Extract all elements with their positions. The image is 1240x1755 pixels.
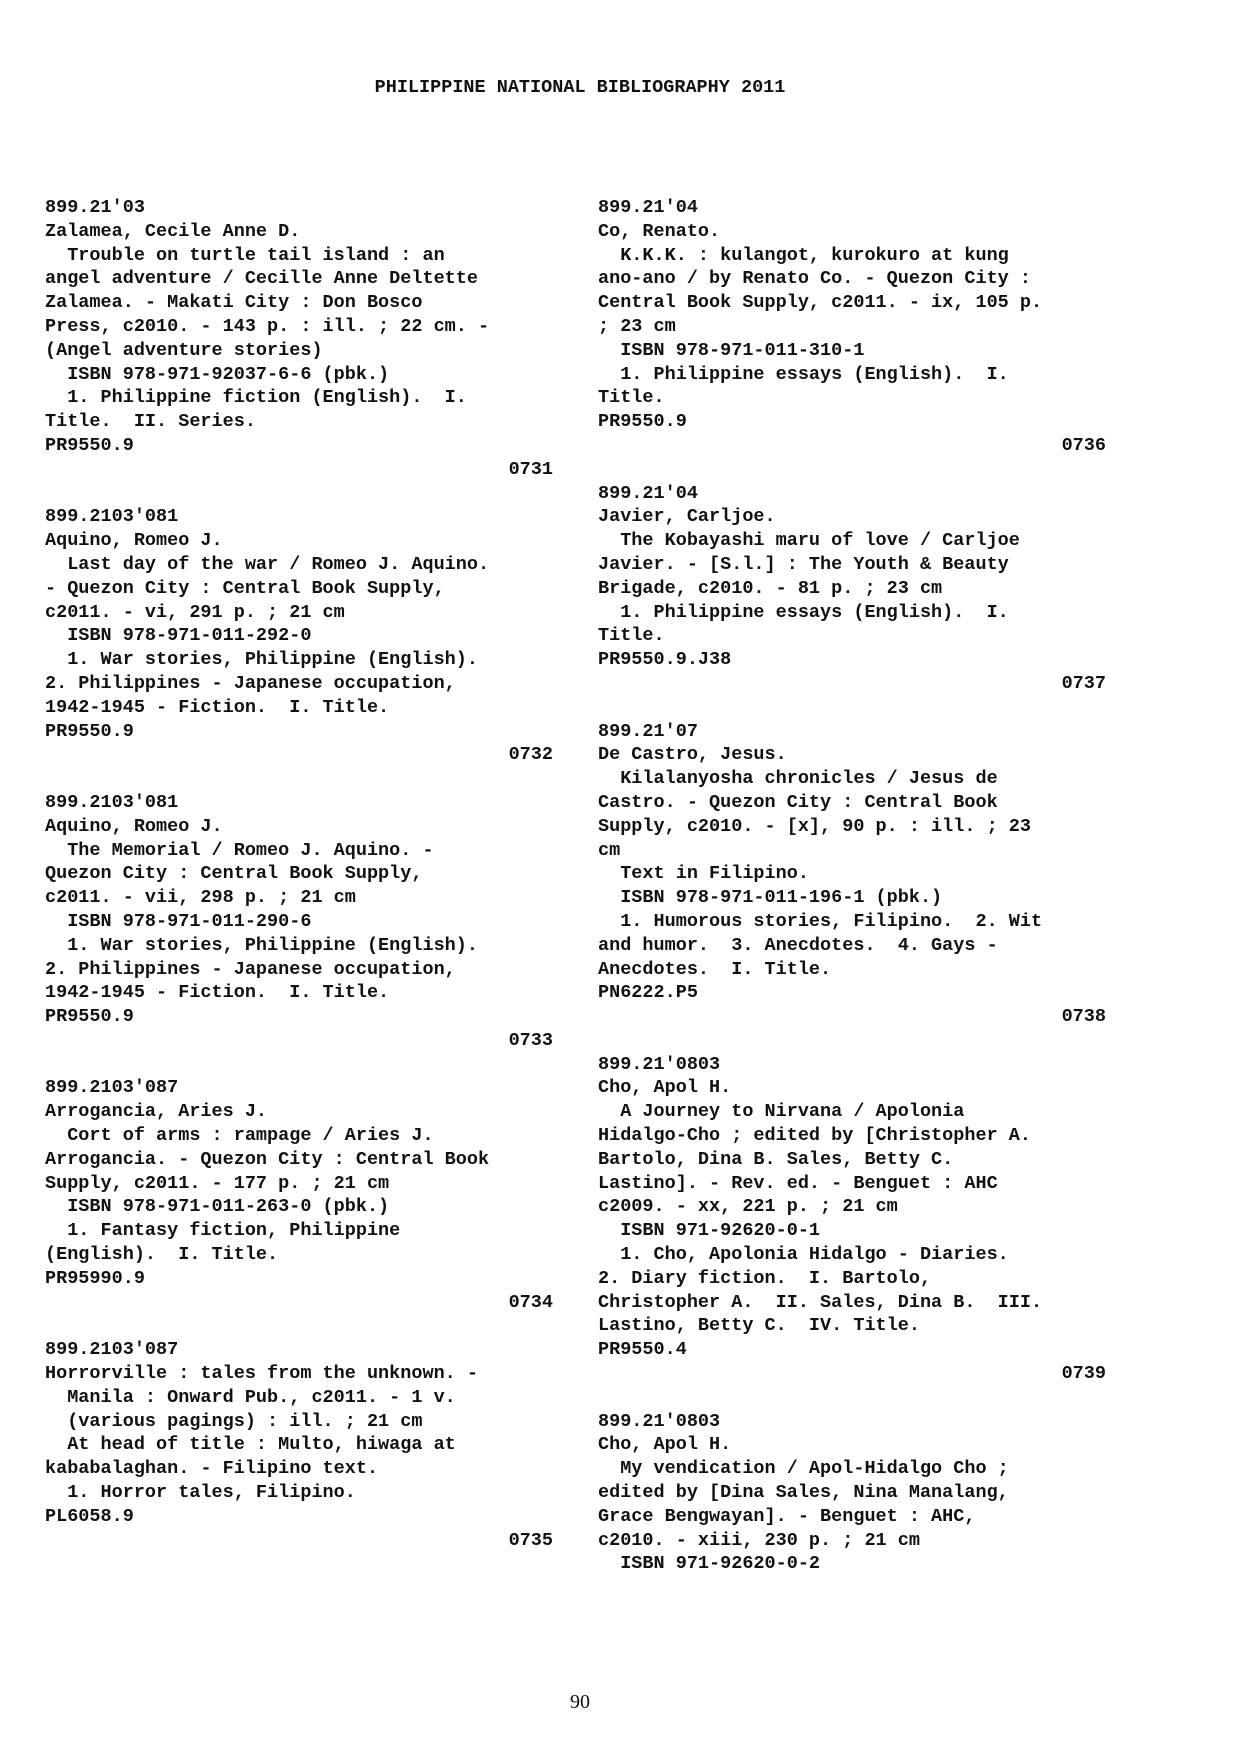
entry-line: 1. Fantasy fiction, Philippine <box>45 1220 401 1242</box>
entry-line: PR9550.4 <box>598 1339 687 1361</box>
entry-number: 0732 <box>508 744 553 766</box>
classification-number: 899.21'04 <box>598 482 698 504</box>
entry-line: Supply, c2011. - 177 p. ; 21 cm <box>45 1172 390 1194</box>
entry-line: PR95990.9 <box>45 1267 145 1289</box>
entry-line: Horrorville : tales from the unknown. - <box>45 1363 478 1385</box>
entry-number: 0734 <box>508 1291 553 1313</box>
entry-line: Manila : Onward Pub., c2011. - 1 v. <box>45 1386 456 1408</box>
entry-line: Quezon City : Central Book Supply, <box>45 863 423 885</box>
entry-number: 0735 <box>508 1529 553 1551</box>
entry-line: 1. Philippine essays (English). I. <box>598 601 1009 623</box>
entry-line: A Journey to Nirvana / Apolonia <box>598 1101 965 1123</box>
entry-line: ISBN 971-92620-0-2 <box>598 1553 821 1575</box>
entry-line: Bartolo, Dina B. Sales, Betty C. <box>598 1148 954 1170</box>
entry-line: kababalaghan. - Filipino text. <box>45 1458 379 1480</box>
bibliography-entry <box>45 791 553 1053</box>
page-title: PHILIPPINE NATIONAL BIBLIOGRAPHY 2011 <box>374 77 786 98</box>
classification-number: 899.21'0803 <box>598 1410 721 1432</box>
entry-line: Cho, Apol H. <box>598 1434 732 1456</box>
entry-line: 1. Philippine fiction (English). I. <box>45 387 467 409</box>
bibliography-entry <box>45 505 553 767</box>
classification-number: 899.21'03 <box>45 197 145 218</box>
bibliography-entry <box>598 1053 1106 1386</box>
bibliography-entry <box>598 482 1106 696</box>
right-column <box>598 196 1106 1600</box>
entry-line: Christopher A. II. Sales, Dina B. III. <box>598 1291 1043 1313</box>
bibliography-entry <box>598 720 1106 1029</box>
entry-line: Castro. - Quezon City : Central Book <box>598 791 998 813</box>
entry-line: Supply, c2010. - [x], 90 p. : ill. ; 23 <box>598 815 1031 837</box>
entry-line: De Castro, Jesus. <box>598 744 787 766</box>
bibliography-entry <box>45 1338 553 1552</box>
classification-number: 899.2103'087 <box>45 1339 179 1361</box>
entry-line: 1. Cho, Apolonia Hidalgo - Diaries. <box>598 1244 1009 1266</box>
entry-line: Arrogancia, Aries J. <box>45 1101 268 1123</box>
entry-line: c2009. - xx, 221 p. ; 21 cm <box>598 1196 898 1218</box>
bibliography-entry <box>598 1410 1106 1577</box>
entry-line: PN6222.P5 <box>598 982 698 1004</box>
entry-line: Press, c2010. - 143 p. : ill. ; 22 cm. - <box>45 315 490 337</box>
entry-line: Aquino, Romeo J. <box>45 530 223 552</box>
entry-line: Lastino]. - Rev. ed. - Benguet : AHC <box>598 1172 998 1194</box>
left-column <box>45 196 553 1576</box>
entry-line: The Memorial / Romeo J. Aquino. - <box>45 839 434 861</box>
entry-line: ISBN 978-971-011-310-1 <box>598 339 865 361</box>
entry-line: 1. War stories, Philippine (English). <box>45 934 478 956</box>
entry-line: The Kobayashi maru of love / Carljoe <box>598 530 1020 552</box>
entry-line: 2. Diary fiction. I. Bartolo, <box>598 1267 932 1289</box>
entry-line: ISBN 978-971-011-196-1 (pbk.) <box>598 887 943 909</box>
entry-line: ISBN 978-971-92037-6-6 (pbk.) <box>45 363 390 385</box>
entry-number: 0731 <box>508 458 553 480</box>
entry-line: c2011. - vi, 291 p. ; 21 cm <box>45 601 345 623</box>
classification-number: 899.21'07 <box>598 720 698 742</box>
entry-line: Trouble on turtle tail island : an <box>45 244 445 266</box>
entry-line: PR9550.9.J38 <box>598 649 732 671</box>
entry-line: Central Book Supply, c2011. - ix, 105 p. <box>598 292 1043 314</box>
entry-line: 2. Philippines - Japanese occupation, <box>45 672 456 694</box>
entry-line: Anecdotes. I. Title. <box>598 958 832 980</box>
entry-line: K.K.K. : kulangot, kurokuro at kung <box>598 244 1009 266</box>
entry-line: 1942-1945 - Fiction. I. Title. <box>45 696 390 718</box>
entry-line: ISBN 978-971-011-290-6 <box>45 910 312 932</box>
entry-number: 0736 <box>1061 434 1106 456</box>
entry-line: Grace Bengwayan]. - Benguet : AHC, <box>598 1505 976 1527</box>
classification-number: 899.2103'081 <box>45 506 179 528</box>
entry-line: (English). I. Title. <box>45 1244 279 1266</box>
classification-number: 899.2103'087 <box>45 1077 179 1099</box>
classification-number: 899.21'04 <box>598 197 698 218</box>
entry-line: ISBN 978-971-011-292-0 <box>45 625 312 647</box>
entry-line: 1. Philippine essays (English). I. <box>598 363 1009 385</box>
entry-line: c2011. - vii, 298 p. ; 21 cm <box>45 887 356 909</box>
entry-line: Javier, Carljoe. <box>598 506 776 528</box>
entry-line: Hidalgo-Cho ; edited by [Christopher A. <box>598 1125 1031 1147</box>
entry-line: c2010. - xiii, 230 p. ; 21 cm <box>598 1529 920 1551</box>
bibliography-entry <box>45 1076 553 1314</box>
entry-line: angel adventure / Cecille Anne Deltette <box>45 268 478 290</box>
entry-line: Title. II. Series. <box>45 411 256 433</box>
entry-line: Zalamea. - Makati City : Don Bosco <box>45 292 423 314</box>
entry-line: ISBN 978-971-011-263-0 (pbk.) <box>45 1196 390 1218</box>
entry-line: cm <box>598 839 621 861</box>
entry-line: ano-ano / by Renato Co. - Quezon City : <box>598 268 1031 290</box>
entry-line: Brigade, c2010. - 81 p. ; 23 cm <box>598 577 943 599</box>
entry-number: 0738 <box>1061 1006 1106 1028</box>
entry-line: PR9550.9 <box>45 1006 134 1028</box>
entry-line: PR9550.9 <box>598 411 687 433</box>
entry-line: 1942-1945 - Fiction. I. Title. <box>45 982 390 1004</box>
bibliography-entry <box>45 196 553 482</box>
entry-number: 0737 <box>1061 672 1106 694</box>
entry-line: Javier. - [S.l.] : The Youth & Beauty <box>598 553 1009 575</box>
entry-line: Zalamea, Cecile Anne D. <box>45 220 301 242</box>
entry-line: PR9550.9 <box>45 434 134 456</box>
entry-line: My vendication / Apol-Hidalgo Cho ; <box>598 1458 1009 1480</box>
classification-number: 899.21'0803 <box>598 1053 721 1075</box>
entry-line: Text in Filipino. <box>598 863 809 885</box>
entry-line: Lastino, Betty C. IV. Title. <box>598 1315 920 1337</box>
entry-line: (Angel adventure stories) <box>45 339 323 361</box>
page-number: 90 <box>570 1691 590 1713</box>
entry-line: At head of title : Multo, hiwaga at <box>45 1434 456 1456</box>
entry-line: ISBN 971-92620-0-1 <box>598 1220 821 1242</box>
entry-line: 2. Philippines - Japanese occupation, <box>45 958 456 980</box>
entry-line: and humor. 3. Anecdotes. 4. Gays - <box>598 934 998 956</box>
entry-line: PL6058.9 <box>45 1505 134 1527</box>
entry-line: Co, Renato. <box>598 220 721 242</box>
entry-line: Cho, Apol H. <box>598 1077 732 1099</box>
entry-line: 1. Horror tales, Filipino. <box>45 1482 356 1504</box>
entry-line: ; 23 cm <box>598 315 676 337</box>
entry-line: - Quezon City : Central Book Supply, <box>45 577 445 599</box>
entry-number: 0733 <box>508 1029 553 1051</box>
entry-line: Cort of arms : rampage / Aries J. <box>45 1125 434 1147</box>
entry-line: Aquino, Romeo J. <box>45 815 223 837</box>
entry-line: Arrogancia. - Quezon City : Central Book <box>45 1148 490 1170</box>
bibliography-entry <box>598 196 1106 458</box>
entry-line: Kilalanyosha chronicles / Jesus de <box>598 768 998 790</box>
entry-line: (various pagings) : ill. ; 21 cm <box>45 1410 423 1432</box>
entry-number: 0739 <box>1061 1363 1106 1385</box>
entry-line: 1. War stories, Philippine (English). <box>45 649 478 671</box>
entry-line: Last day of the war / Romeo J. Aquino. <box>45 553 490 575</box>
classification-number: 899.2103'081 <box>45 791 179 813</box>
entry-line: 1. Humorous stories, Filipino. 2. Wit <box>598 910 1043 932</box>
entry-line: Title. <box>598 387 665 409</box>
entry-line: Title. <box>598 625 665 647</box>
entry-line: edited by [Dina Sales, Nina Manalang, <box>598 1482 1009 1504</box>
entry-line: PR9550.9 <box>45 720 134 742</box>
